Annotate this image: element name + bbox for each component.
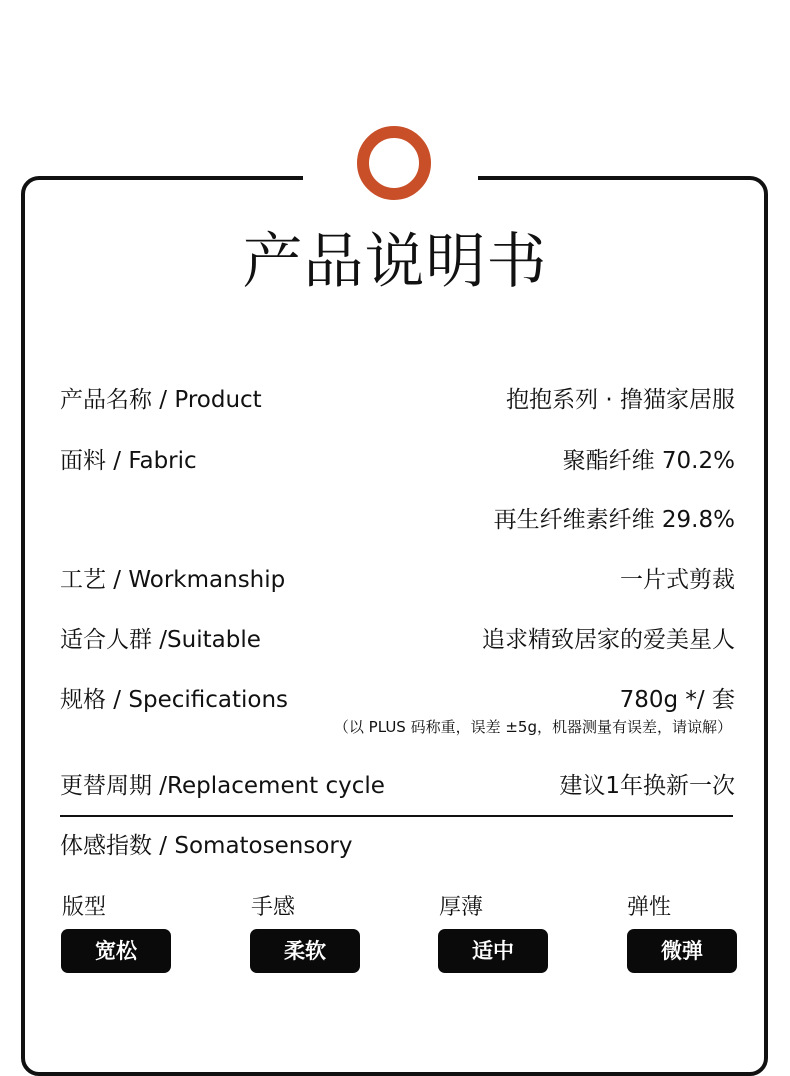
spec-value: 建议1年换新一次	[559, 773, 735, 799]
spec-label: 产品名称 / Product	[60, 387, 262, 413]
divider	[60, 815, 733, 817]
spec-row-suitable	[60, 623, 735, 657]
spec-row-replacement	[60, 769, 735, 803]
spec-row-product	[60, 383, 735, 417]
page-title: 产品说明书	[242, 227, 548, 297]
somato-name-feel: 手感	[251, 895, 296, 920]
somato-name-thickness: 厚薄	[439, 895, 484, 920]
spec-label: 规格 / Specifications	[60, 687, 289, 713]
spec-row-workmanship	[60, 563, 735, 597]
spec-label: 更替周期 /Replacement cycle	[60, 773, 385, 799]
spec-value: 再生纤维素纤维 29.8%	[493, 507, 735, 533]
somato-badge-feel: 柔软	[250, 929, 360, 973]
spec-note: （以 PLUS 码称重，误差 ±5g，机器测量有误差，请谅解）	[333, 718, 732, 736]
somato-heading	[60, 829, 735, 863]
somato-badge-fit: 宽松	[61, 929, 171, 973]
ring-icon	[357, 126, 431, 200]
spec-value: 780g */ 套	[619, 687, 735, 713]
somato-badge-thickness: 适中	[438, 929, 548, 973]
spec-label: 工艺 / Workmanship	[60, 567, 286, 593]
spec-value: 聚酯纤维 70.2%	[562, 448, 735, 474]
spec-value: 追求精致居家的爱美星人	[482, 627, 735, 653]
spec-value: 抱抱系列 · 撸猫家居服	[506, 387, 735, 413]
spec-value: 一片式剪裁	[620, 567, 735, 593]
spec-row-fabric	[60, 444, 735, 478]
spec-label: 适合人群 /Suitable	[60, 627, 261, 653]
spec-label: 面料 / Fabric	[60, 448, 197, 474]
somato-name-fit: 版型	[62, 895, 107, 920]
somato-badge-elasticity: 微弹	[627, 929, 737, 973]
somato-name-elasticity: 弹性	[627, 895, 672, 920]
somato-label: 体感指数 / Somatosensory	[60, 833, 353, 859]
spec-row-specifications	[60, 683, 735, 717]
spec-row-fabric-2	[60, 503, 735, 537]
